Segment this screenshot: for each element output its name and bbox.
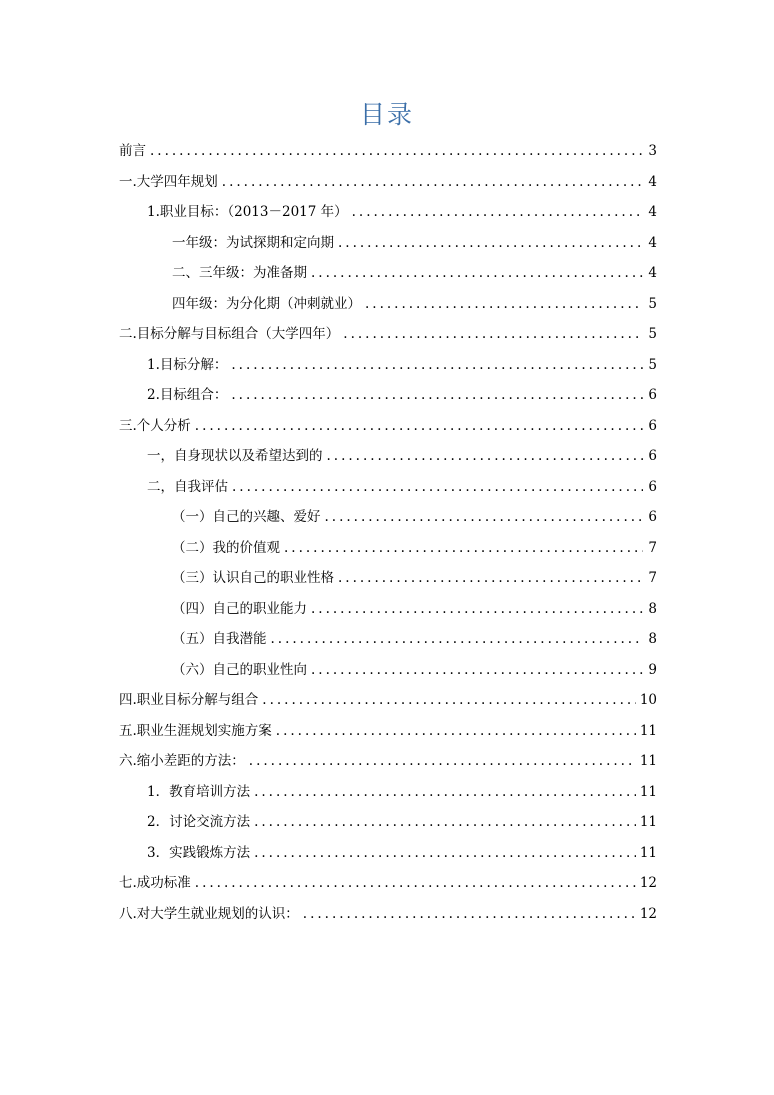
toc-page-number: 4 <box>648 234 657 251</box>
toc-page-number: 11 <box>639 753 657 769</box>
toc-entry[interactable] <box>119 350 657 381</box>
toc-entry-text: 六.缩小差距的方法： <box>119 753 245 769</box>
toc-entry[interactable] <box>119 746 657 777</box>
toc-page-number: 12 <box>639 875 657 891</box>
toc-entry-text: （六）自己的职业性向 <box>172 661 307 678</box>
toc-page-number: 4 <box>648 173 657 190</box>
table-of-contents <box>119 136 657 929</box>
toc-entry[interactable] <box>119 624 657 655</box>
toc-leader-dots <box>325 502 644 533</box>
toc-entry-text: 二、三年级：为准备期 <box>172 265 307 281</box>
toc-entry[interactable] <box>119 502 657 533</box>
toc-entry-text: 1.职业目标：（2013－2017 年） <box>147 204 348 220</box>
toc-leader-dots <box>311 594 643 625</box>
toc-entry-text: 3．实践锻炼方法 <box>147 844 251 861</box>
toc-entry[interactable] <box>119 899 657 930</box>
toc-leader-dots <box>254 777 636 808</box>
toc-page-number: 6 <box>648 509 657 525</box>
toc-entry[interactable] <box>119 197 657 228</box>
toc-entry[interactable] <box>119 563 657 594</box>
toc-page-number: 7 <box>648 570 657 586</box>
toc-entry-text: 三.个人分析 <box>119 417 191 434</box>
toc-entry[interactable] <box>119 838 657 869</box>
toc-page-number: 6 <box>648 478 657 495</box>
toc-leader-dots <box>195 411 643 442</box>
toc-leader-dots <box>284 533 643 564</box>
toc-entry-text: 1.目标分解： <box>147 356 228 373</box>
toc-entry-text: 2．讨论交流方法 <box>147 814 251 830</box>
toc-leader-dots <box>327 441 644 472</box>
toc-page-number: 11 <box>639 722 657 739</box>
toc-leader-dots <box>338 228 643 259</box>
toc-entry-text: 一，自身现状以及希望达到的 <box>147 448 323 464</box>
toc-page-number: 8 <box>648 600 657 617</box>
toc-leader-dots <box>262 685 636 716</box>
toc-entry[interactable] <box>119 289 657 320</box>
toc-leader-dots <box>311 258 643 289</box>
toc-entry[interactable] <box>119 533 657 564</box>
toc-title: 目录 <box>359 100 414 129</box>
toc-entry[interactable] <box>119 136 657 167</box>
toc-entry[interactable] <box>119 807 657 838</box>
toc-page-number: 8 <box>648 631 657 647</box>
toc-page-number: 6 <box>648 387 657 403</box>
toc-entry[interactable] <box>119 868 657 899</box>
toc-leader-dots <box>231 350 643 381</box>
toc-leader-dots <box>222 167 643 198</box>
toc-leader-dots <box>232 472 643 503</box>
toc-page-number: 10 <box>639 692 657 708</box>
toc-leader-dots <box>249 746 636 777</box>
toc-leader-dots <box>195 868 636 899</box>
toc-page-number: 4 <box>648 204 657 220</box>
toc-entry-text: 一.大学四年规划 <box>119 173 218 190</box>
toc-page-number: 11 <box>639 844 657 861</box>
toc-entry[interactable] <box>119 655 657 686</box>
toc-page-number: 9 <box>648 661 657 678</box>
toc-page-number: 5 <box>648 356 657 373</box>
toc-leader-dots <box>352 197 643 228</box>
toc-leader-dots <box>311 655 643 686</box>
toc-entry-text: 2.目标组合： <box>147 387 228 403</box>
toc-entry-text: 1．教育培训方法 <box>147 783 251 800</box>
toc-entry-text: 四.职业目标分解与组合 <box>119 692 259 708</box>
toc-leader-dots <box>150 136 643 167</box>
toc-entry[interactable] <box>119 472 657 503</box>
toc-leader-dots <box>271 624 644 655</box>
toc-leader-dots <box>338 563 643 594</box>
toc-entry-text: （四）自己的职业能力 <box>172 600 307 617</box>
toc-entry-text: （二）我的价值观 <box>172 539 280 556</box>
toc-leader-dots <box>254 838 636 869</box>
toc-entry[interactable] <box>119 441 657 472</box>
toc-entry[interactable] <box>119 319 657 350</box>
toc-leader-dots <box>276 716 636 747</box>
toc-page-number: 4 <box>648 265 657 281</box>
toc-entry-text: 一年级：为试探期和定向期 <box>172 234 334 251</box>
toc-page-number: 5 <box>648 326 657 342</box>
toc-entry-text: 七.成功标准 <box>119 875 191 891</box>
toc-entry-text: （一）自己的兴趣、爱好 <box>172 509 321 525</box>
toc-entry[interactable] <box>119 167 657 198</box>
toc-entry-text: 八.对大学生就业规划的认识： <box>119 905 299 922</box>
toc-page-number: 11 <box>639 814 657 830</box>
toc-entry-text: 二.目标分解与目标组合（大学四年） <box>119 326 340 342</box>
toc-page-number: 11 <box>639 783 657 800</box>
toc-entry[interactable] <box>119 716 657 747</box>
toc-entry-text: 二，自我评估 <box>147 478 228 495</box>
toc-entry-text: 前言 <box>119 143 146 159</box>
toc-page-number: 3 <box>648 143 657 159</box>
toc-entry-text: （五）自我潜能 <box>172 631 267 647</box>
toc-entry[interactable] <box>119 685 657 716</box>
toc-entry[interactable] <box>119 777 657 808</box>
toc-entry[interactable] <box>119 228 657 259</box>
toc-entry[interactable] <box>119 258 657 289</box>
toc-leader-dots <box>231 380 643 411</box>
toc-page-number: 6 <box>648 448 657 464</box>
toc-entry[interactable] <box>119 380 657 411</box>
toc-entry-text: 五.职业生涯规划实施方案 <box>119 722 272 739</box>
toc-entry[interactable] <box>119 411 657 442</box>
toc-entry-text: （三）认识自己的职业性格 <box>172 570 334 586</box>
toc-page-number: 5 <box>648 295 657 312</box>
toc-page-number: 12 <box>639 905 657 922</box>
toc-entry[interactable] <box>119 594 657 625</box>
toc-leader-dots <box>343 319 643 350</box>
toc-leader-dots <box>365 289 643 320</box>
toc-leader-dots <box>254 807 636 838</box>
toc-page-number: 6 <box>648 417 657 434</box>
toc-page-number: 7 <box>648 539 657 556</box>
toc-entry-text: 四年级：为分化期（冲刺就业） <box>172 295 361 312</box>
toc-leader-dots <box>303 899 636 930</box>
